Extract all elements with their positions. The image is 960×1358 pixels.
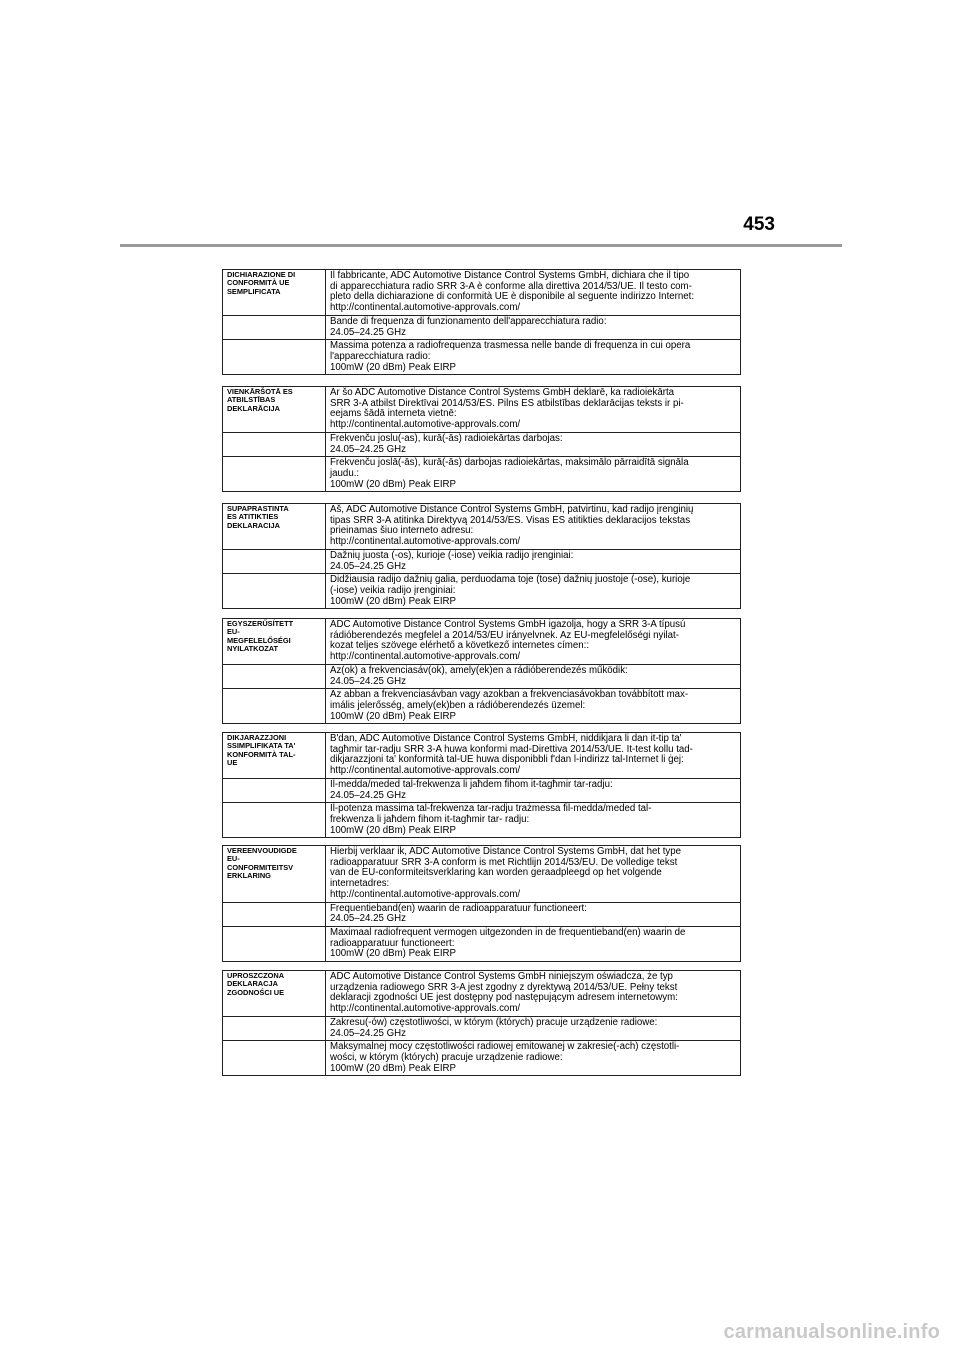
text-line: http://continental.automotive-approvals.com/: [330, 419, 521, 431]
declaration-text-cell: [326, 340, 741, 375]
text-line: internetadres:: [330, 878, 390, 890]
text-line: Maximaal radiofrequent vermogen uitgezonden in de frequentieband(en) waarin de: [330, 926, 686, 938]
declaration-row: [223, 689, 741, 724]
heading-line: DICHIARAZIONE DI: [227, 270, 296, 279]
empty-heading-cell: [223, 549, 326, 573]
declaration-row: [223, 549, 741, 573]
empty-heading-cell: [223, 1041, 326, 1076]
text-line: di apparecchiatura radio SRR 3-A è conforme alla direttiva 2014/53/UE. Il testo com-: [330, 280, 692, 292]
text-line: frekwenza li jaħdem fihom it-tagħmir tar- radju:: [330, 813, 530, 825]
declaration-row: [223, 846, 741, 903]
text-line: tipas SRR 3-A atitinka Direktyvą 2014/53/ES. Visas ES atitikties deklaracijos tekstas: [330, 514, 691, 526]
text-line: 100mW (20 dBm) Peak EIRP: [330, 710, 456, 722]
declaration-row: [223, 457, 741, 492]
text-line: Dažnių juosta (-os), kurioje (-iose) veikia radijo įrenginiai:: [330, 549, 574, 561]
empty-heading-cell: [223, 574, 326, 609]
text-line: Il-potenza massima tal-frekwenza tar-radju trażmessa fil-medda/meded tal-: [330, 803, 652, 815]
heading-line: NYILATKOZAT: [227, 643, 279, 653]
watermark: carmanualsonline.info: [723, 1321, 940, 1343]
heading-line: SEMPLIFICATA: [227, 286, 281, 296]
text-line: imális jelerősség, amely(ek)ben a rádióberendezés üzemel:: [330, 699, 586, 711]
declaration-table: [222, 845, 741, 962]
heading-line: VIENKĀRŠOTĀ ES: [227, 387, 293, 396]
empty-heading-cell: [223, 902, 326, 926]
declaration-text-cell: [326, 926, 741, 961]
text-line: 100mW (20 dBm) Peak EIRP: [330, 595, 456, 607]
text-line: 24.05–24.25 GHz: [330, 560, 406, 572]
declaration-heading: [223, 504, 326, 550]
text-line: rádióberendezés megfelel a 2014/53/EU irányelvnek. Az EU-megfelelőségi nyilat-: [330, 629, 679, 641]
heading-line: SUPAPRASTINTA: [227, 504, 289, 513]
text-line: Massima potenza a radiofrequenza trasmessa nelle bande di frequenza in cui opera: [330, 340, 691, 352]
declaration-row: [223, 733, 741, 779]
text-line: 24.05–24.25 GHz: [330, 913, 406, 925]
text-line: Zakresu(-ów) częstotliwości, w którym (których) pracuje urządzenie radiowe:: [330, 1016, 658, 1028]
declaration-text-cell: [326, 1041, 741, 1076]
heading-line: KONFORMITÀ TAL-: [227, 749, 296, 759]
text-line: (-iose) veikia radijo įrenginiai:: [330, 584, 456, 596]
text-line: ADC Automotive Distance Control Systems GmbH igazolja, hogy a SRR 3-A típusú: [330, 619, 686, 630]
declaration-row: [223, 574, 741, 609]
text-line: http://continental.automotive-approvals.com/: [330, 302, 521, 314]
heading-line: CONFORMITEITSV: [227, 862, 294, 872]
declaration-table: [222, 269, 741, 375]
declaration-row: [223, 1041, 741, 1076]
declaration-text-cell: [326, 664, 741, 688]
text-line: 100mW (20 dBm) Peak EIRP: [330, 948, 456, 960]
heading-line: VEREENVOUDIGDE: [227, 846, 297, 855]
empty-heading-cell: [223, 1016, 326, 1040]
heading-line: DEKLARACJA: [227, 979, 278, 989]
text-line: 24.05–24.25 GHz: [330, 326, 406, 338]
text-line: 100mW (20 dBm) Peak EIRP: [330, 1062, 456, 1074]
empty-heading-cell: [223, 432, 326, 456]
heading-line: UE: [227, 757, 238, 767]
declaration-row: [223, 504, 741, 550]
declaration-heading: [223, 619, 326, 665]
text-line: 100mW (20 dBm) Peak EIRP: [330, 478, 456, 490]
text-line: Il fabbricante, ADC Automotive Distance Control Systems GmbH, dichiara che il tipo: [330, 270, 690, 281]
text-line: Frequentieband(en) waarin de radioapparatuur functioneert:: [330, 902, 587, 914]
header-rule: [120, 244, 842, 247]
declaration-text-cell: [326, 432, 741, 456]
declaration-table: [222, 503, 741, 609]
declaration-row: [223, 902, 741, 926]
text-line: Didžiausia radijo dažnių galia, perduodama toje (tose) dažnių juostoje (-ose), kurioje: [330, 574, 691, 586]
empty-heading-cell: [223, 926, 326, 961]
declaration-text-cell: [326, 549, 741, 573]
text-line: http://continental.automotive-approvals.com/: [330, 1003, 521, 1015]
text-line: Ar šo ADC Automotive Distance Control Systems GmbH deklarē, ka radioiekārta: [330, 387, 675, 398]
declaration-text-cell: [326, 1016, 741, 1040]
declaration-row: [223, 340, 741, 375]
text-line: Frekvenču joslā(-ās), kurā(-ās) darbojas radioiekārtas, maksimālo pārraidītā signāla: [330, 457, 689, 469]
heading-line: EU-: [227, 854, 240, 864]
empty-heading-cell: [223, 664, 326, 688]
text-line: Bande di frequenza di funzionamento dell'apparecchiatura radio:: [330, 315, 607, 327]
declaration-row: [223, 432, 741, 456]
text-line: http://continental.automotive-approvals.com/: [330, 651, 521, 663]
heading-line: EGYSZERŰSÍTETT: [227, 619, 294, 628]
declaration-row: [223, 971, 741, 1017]
declaration-row: [223, 619, 741, 665]
empty-heading-cell: [223, 340, 326, 375]
declaration-row: [223, 270, 741, 316]
text-line: prieinamas šiuo interneto adresu:: [330, 525, 474, 537]
declaration-text-cell: [326, 733, 741, 779]
declaration-text-cell: [326, 457, 741, 492]
declaration-text-cell: [326, 846, 741, 903]
declaration-table: [222, 618, 741, 724]
text-line: Az abban a frekvenciasávban vagy azokban a frekvenciasávokban továbbított max-: [330, 689, 689, 701]
text-line: Az(ok) a frekvenciasáv(ok), amely(ek)en a rádióberendezés működik:: [330, 664, 628, 676]
declaration-heading: [223, 733, 326, 779]
text-line: 24.05–24.25 GHz: [330, 675, 406, 687]
text-line: SRR 3-A atbilst Direktīvai 2014/53/ES. Pilns ES atbilstības deklarācijas teksts ir pi-: [330, 397, 684, 409]
text-line: radioapparatuur SRR 3-A conform is met Richtlijn 2014/53/EU. De volledige tekst: [330, 856, 678, 868]
heading-line: DIKJARAZZJONI: [227, 733, 287, 742]
declaration-row: [223, 315, 741, 339]
text-line: radioapparatuur functioneert:: [330, 937, 455, 949]
declaration-text-cell: [326, 971, 741, 1017]
declaration-row: [223, 778, 741, 802]
declaration-table: [222, 386, 741, 492]
text-line: jaudu.:: [330, 467, 360, 479]
text-line: Maksymalnej mocy częstotliwości radiowej emitowanej w zakresie(-ach) częstotli-: [330, 1041, 680, 1053]
text-line: Aš, ADC Automotive Distance Control Systems GmbH, patvirtinu, kad radijo įrenginių: [330, 504, 694, 515]
heading-line: DEKLARACIJA: [227, 520, 280, 530]
text-line: B'dan, ADC Automotive Distance Control Systems GmbH, niddikjara li dan it-tip ta': [330, 733, 682, 744]
declaration-row: [223, 926, 741, 961]
empty-heading-cell: [223, 315, 326, 339]
heading-line: UPROSZCZONA: [227, 971, 285, 980]
text-line: http://continental.automotive-approvals.com/: [330, 536, 521, 548]
heading-line: ERKLARING: [227, 870, 271, 880]
text-line: Frekvenču joslu(-as), kurā(-ās) radioiekārtas darbojas:: [330, 432, 563, 444]
declaration-text-cell: [326, 574, 741, 609]
declaration-text-cell: [326, 619, 741, 665]
text-line: 24.05–24.25 GHz: [330, 443, 406, 455]
text-line: urządzenia radiowego SRR 3-A jest zgodny z dyrektywą 2014/53/UE. Pełny tekst: [330, 981, 678, 993]
text-line: http://continental.automotive-approvals.com/: [330, 765, 521, 777]
declaration-table: [222, 732, 741, 838]
text-line: http://continental.automotive-approvals.com/: [330, 888, 521, 900]
declaration-text-cell: [326, 315, 741, 339]
heading-line: MEGFELELŐSÉGI: [227, 635, 291, 645]
declaration-heading: [223, 846, 326, 903]
declaration-text-cell: [326, 902, 741, 926]
declaration-row: [223, 1016, 741, 1040]
declaration-text-cell: [326, 803, 741, 838]
heading-line: CONFORMITÀ UE: [227, 278, 290, 288]
heading-line: ES ATITIKTIES: [227, 512, 279, 522]
heading-line: SSIMPLIFIKATA TA': [227, 741, 296, 751]
text-line: pleto della dichiarazione di conformità UE è disponibile al seguente indirizzo Internet:: [330, 291, 695, 303]
declaration-text-cell: [326, 778, 741, 802]
declaration-table: [222, 970, 741, 1076]
heading-line: ZGODNOŚCI UE: [227, 987, 285, 997]
declaration-heading: [223, 971, 326, 1017]
page-number: 453: [743, 214, 775, 235]
text-line: van de EU-conformiteitsverklaring kan worden geraadpleegd op het volgende: [330, 867, 662, 879]
text-line: Hierbij verklaar ik, ADC Automotive Distance Control Systems GmbH, dat het type: [330, 846, 682, 857]
text-line: 24.05–24.25 GHz: [330, 1027, 406, 1039]
heading-line: ATBILSTĪBAS: [227, 395, 276, 405]
text-line: l'apparecchiatura radio:: [330, 350, 431, 362]
declaration-heading: [223, 270, 326, 316]
empty-heading-cell: [223, 803, 326, 838]
text-line: 100mW (20 dBm) Peak EIRP: [330, 824, 456, 836]
text-line: wości, w którym (których) pracuje urządzenie radiowe:: [330, 1051, 563, 1063]
declaration-text-cell: [326, 270, 741, 316]
declaration-heading: [223, 387, 326, 433]
text-line: tagħmir tar-radju SRR 3-A huwa konformi mad-Direttiva 2014/53/UE. It-test kollu tad-: [330, 743, 693, 755]
text-line: ADC Automotive Distance Control Systems GmbH niniejszym oświadcza, że typ: [330, 971, 673, 982]
empty-heading-cell: [223, 457, 326, 492]
text-line: kozat teljes szövege elérhető a következő internetes címen::: [330, 640, 590, 652]
text-line: 100mW (20 dBm) Peak EIRP: [330, 361, 456, 373]
text-line: dikjarazzjoni ta' konformità tal-UE huwa disponibbli f'dan l-indirizz tal-Internet li ġej:: [330, 754, 684, 766]
declaration-text-cell: [326, 689, 741, 724]
declaration-row: [223, 803, 741, 838]
empty-heading-cell: [223, 778, 326, 802]
text-line: Il-medda/meded tal-frekwenza li jaħdem fihom it-tagħmir tar-radju:: [330, 778, 613, 790]
text-line: deklaracji zgodności UE jest dostępny pod następującym adresem internetowym:: [330, 992, 678, 1004]
heading-line: EU-: [227, 627, 240, 637]
declaration-text-cell: [326, 504, 741, 550]
declaration-text-cell: [326, 387, 741, 433]
text-line: eejams šādā interneta vietnē:: [330, 408, 457, 420]
empty-heading-cell: [223, 689, 326, 724]
text-line: 24.05–24.25 GHz: [330, 789, 406, 801]
declaration-row: [223, 664, 741, 688]
declaration-row: [223, 387, 741, 433]
heading-line: DEKLARĀCIJA: [227, 403, 280, 413]
